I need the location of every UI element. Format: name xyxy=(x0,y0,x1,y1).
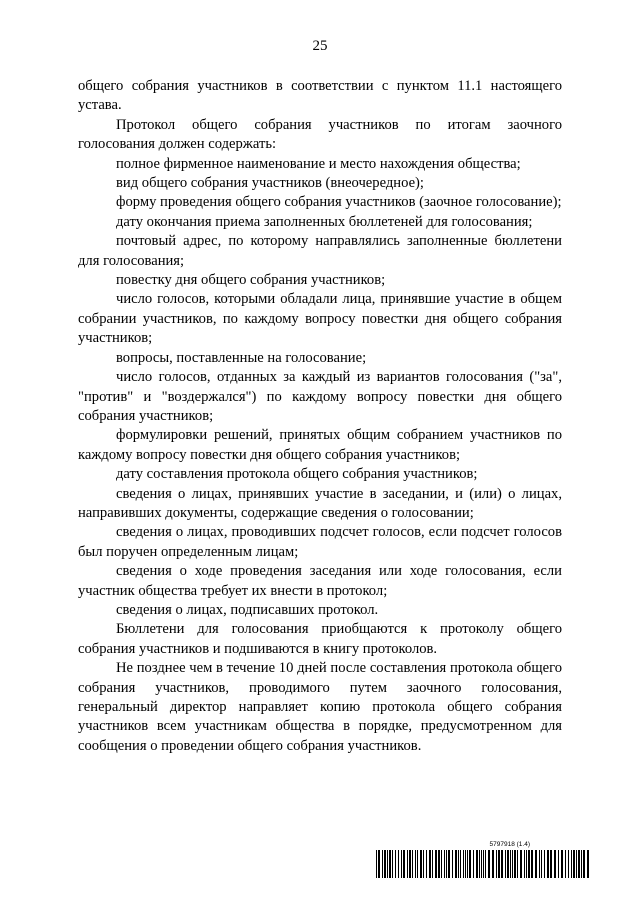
page-number: 25 xyxy=(312,38,328,54)
paragraph: вид общего собрания участников (внеочередное); xyxy=(116,175,424,192)
paragraph: число голосов, отданных за каждый из вариантов голосования ("за", "против" и "воздержался") по каждому вопросу повестки дня общего собрания участников; xyxy=(78,369,562,424)
barcode-block xyxy=(376,841,590,881)
paragraph: Бюллетени для голосования приобщаются к протоколу общего собрания участников и подшиваются в книгу протоколов. xyxy=(78,621,562,657)
paragraph: Не позднее чем в течение 10 дней после составления протокола общего собрания участников, проводимого путем заочного голосования, генеральный директор направляет копию протокола общего собрания участников всем участникам общества в порядке, предусмотренном для сообщения о проведении общего собрания участников. xyxy=(78,660,562,754)
paragraph: почтовый адрес, по которому направлялись заполненные бюллетени для голосования; xyxy=(78,233,562,269)
paragraph: повестку дня общего собрания участников; xyxy=(116,272,386,289)
paragraph: число голосов, которыми обладали лица, принявшие участие в общем собрании участников, по каждому вопросу повестки дня общего собрания участников; xyxy=(78,291,562,347)
paragraph: Протокол общего собрания участников по итогам заочного голосования должен содержать: xyxy=(78,116,562,153)
paragraph: формулировки решений, принятых общим собранием участников по каждому вопросу повестки дня общего собрания участников; xyxy=(78,427,562,463)
body-text xyxy=(78,77,562,756)
barcode-image xyxy=(376,850,590,878)
paragraph: сведения о лицах, принявших участие в заседании, и (или) о лицах, направивших документы, содержащие сведения о голосовании; xyxy=(78,485,562,521)
paragraph: дату составления протокола общего собрания участников; xyxy=(116,466,478,483)
barcode-id: 5797918 (1.4) xyxy=(489,841,530,848)
paragraph: дату окончания приема заполненных бюллетеней для голосования; xyxy=(116,213,533,230)
paragraph: сведения о ходе проведения заседания или ходе голосования, если участник общества требует их внести в протокол; xyxy=(78,563,562,599)
paragraph: сведения о лицах, подписавших протокол. xyxy=(116,601,379,618)
paragraph: сведения о лицах, проводивших подсчет голосов, если подсчет голосов был поручен определенным лицам; xyxy=(78,524,562,560)
paragraph: полное фирменное наименование и место нахождения общества; xyxy=(116,155,521,172)
paragraph: вопросы, поставленные на голосование; xyxy=(116,349,367,366)
paragraph: форму проведения общего собрания участников (заочное голосование); xyxy=(116,194,562,211)
paragraph: общего собрания участников в соответствии с пунктом 11.1 настоящего устава. xyxy=(78,78,562,114)
